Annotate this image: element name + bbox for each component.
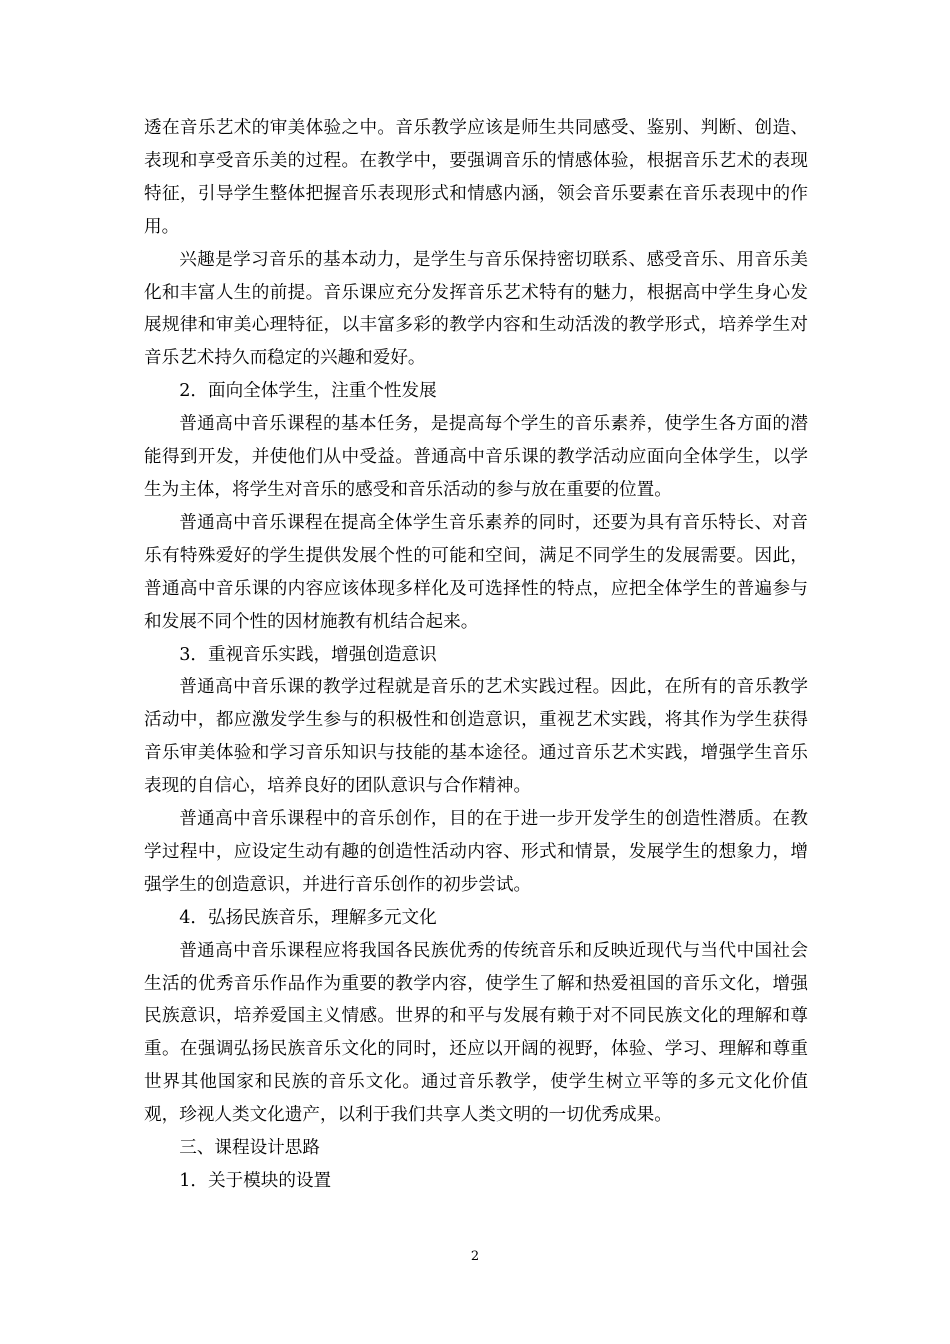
paragraph-culture: 普通高中音乐课程应将我国各民族优秀的传统音乐和反映近现代与当代中国社会生活的优秀音乐作品作为重要的教学内容，使学生了解和热爱祖国的音乐文化，增强民族意识，培养爱国主义情感。世界的和平与发展有赖于对不同民族文化的理解和尊重。在强调弘扬民族音乐文化的同时，还应以开阔的视野，体验、学习、理解和尊重世界其他国家和民族的音乐文化。通过音乐教学，使学生树立平等的多元文化价值观，珍视人类文化遗产，以利于我们共享人类文明的一切优秀成果。: [144, 940, 808, 1126]
paragraph-interest: 兴趣是学习音乐的基本动力，是学生与音乐保持密切联系、感受音乐、用音乐美化和丰富人生的前提。音乐课应充分发挥音乐艺术特有的魅力，根据高中学生身心发展规律和审美心理特征，以丰富多彩的教学内容和生动活泼的教学形式，培养学生对音乐艺术持久而稳定的兴趣和爱好。: [144, 249, 808, 369]
paragraph-creation: 普通高中音乐课程中的音乐创作，目的在于进一步开发学生的创造性潜质。在教学过程中，应设定生动有趣的创造性活动内容、形式和情景，发展学生的想象力，增强学生的创造意识，并进行音乐创作的初步尝试。: [144, 809, 808, 895]
paragraph-individuality: 普通高中音乐课程在提高全体学生音乐素养的同时，还要为具有音乐特长、对音乐有特殊爱好的学生提供发展个性的可能和空间，满足不同学生的发展需要。因此，普通高中音乐课的内容应该体现多样化及可选择性的特点，应把全体学生的普遍参与和发展不同个性的因材施教有机结合起来。: [144, 512, 808, 632]
paragraph-practice: 普通高中音乐课的教学过程就是音乐的艺术实践过程。因此，在所有的音乐教学活动中，都应激发学生参与的积极性和创造意识，重视艺术实践，将其作为学生获得音乐审美体验和学习音乐知识与技能的基本途径。通过音乐艺术实践，增强学生音乐表现的自信心，培养良好的团队意识与合作精神。: [144, 677, 808, 797]
body-text: [144, 112, 808, 1198]
section-heading-course-design: 三、课程设计思路: [179, 1138, 320, 1159]
heading-4: 4．弘扬民族音乐，理解多元文化: [179, 907, 437, 928]
heading-2: 2．面向全体学生，注重个性发展: [179, 381, 437, 402]
heading-module-setup: 1．关于模块的设置: [179, 1171, 332, 1191]
paragraph-continuation: 透在音乐艺术的审美体验之中。音乐教学应该是师生共同感受、鉴别、判断、创造、表现和享受音乐美的过程。在教学中，要强调音乐的情感体验，根据音乐艺术的表现特征，引导学生整体把握音乐表现形式和情感内涵，领会音乐要素在音乐表现中的作用。: [144, 118, 808, 237]
paragraph-basic-task: 普通高中音乐课程的基本任务，是提高每个学生的音乐素养，使学生各方面的潜能得到开发，并使他们从中受益。普通高中音乐课的教学活动应面向全体学生，以学生为主体，将学生对音乐的感受和音乐活动的参与放在重要的位置。: [144, 414, 808, 500]
page-number: 2: [470, 1249, 480, 1264]
heading-3: 3．重视音乐实践，增强创造意识: [179, 644, 437, 665]
